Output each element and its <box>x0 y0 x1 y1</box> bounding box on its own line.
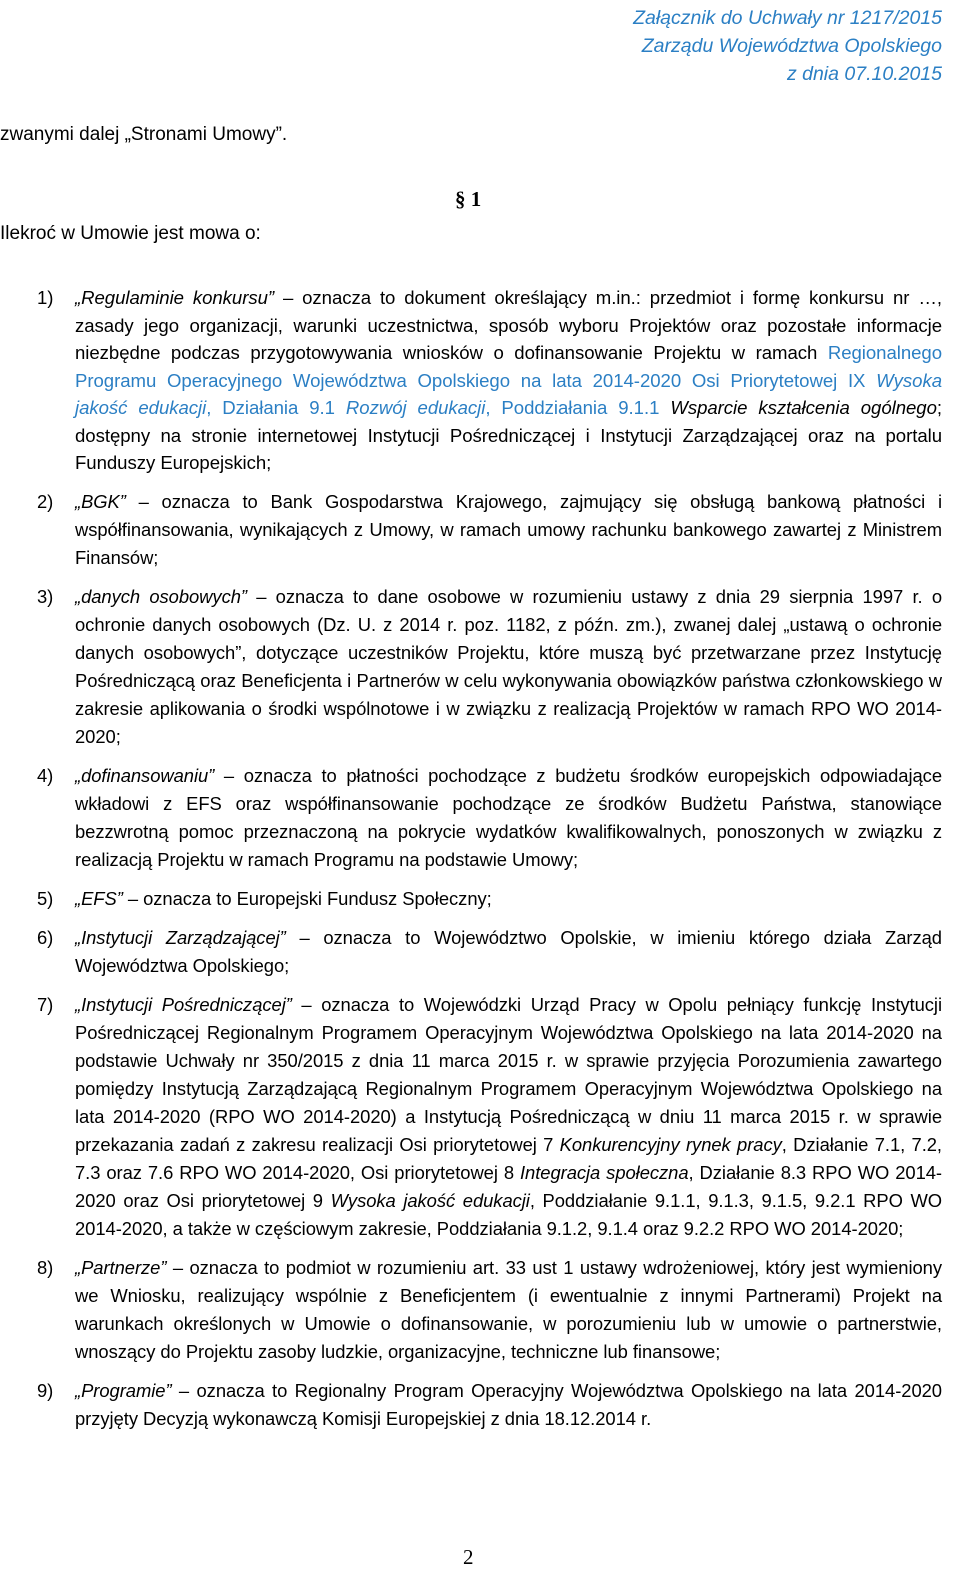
definition-term: Integracja społeczna <box>519 1161 689 1183</box>
definition-text: , Działanie 8.3 RPO WO 2014-2020 oraz Osi priorytetowej 9 <box>75 1161 942 1211</box>
definition-item <box>37 924 942 980</box>
definition-number: 8) <box>37 1256 54 1278</box>
definition-term: „Regulaminie konkursu” <box>75 287 275 308</box>
definition-term: „Partnerze” <box>75 1256 167 1278</box>
definition-text: – oznacza to podmiot w rozumieniu art. 33 ust 1 ustawy wdrożeniowej, który jest wymieniony we Wniosku, realizujący wspólnie z Beneficjentem (i ewentualnie z innymi Partnerami) Projekt na warunkach określonych w Umowie o dofinansowanie, w porozumieniu lub w umowie o partnerstwie, wnoszący do Projektu zasoby ludzkie, organizacyjne, techniczne lub finansowe; <box>75 1256 942 1362</box>
definition-term: „BGK” <box>75 490 126 512</box>
definition-text: – oznacza to dane osobowe w rozumieniu ustawy z dnia 29 sierpnia 1997 r. o ochronie danych osobowych (Dz. U. z 2014 r. poz. 1182, z późn. zm.), zwanej dalej „ustawą o ochronie danych osobowych”, dotyczące uczestników Projektu, które muszą być przetwarzane przez Instytucję Pośredniczącą oraz Beneficjenta i Partnerów w celu wykonywania obowiązków państwa członkowskiego w zakresie aplikowania o środki wspólnotowe i w związku z realizacją Projektów w ramach RPO WO 2014-2020; <box>75 585 942 747</box>
definition-number: 3) <box>37 585 54 607</box>
definitions-list <box>37 284 942 1444</box>
definition-text: – oznacza to Europejski Fundusz Społeczny; <box>122 887 492 909</box>
header-annex-line: Załącznik do Uchwały nr 1217/2015 <box>633 7 942 29</box>
definition-term: Konkurencyjny rynek pracy <box>559 1133 782 1155</box>
definition-term: „Instytucji Pośredniczącej” <box>75 993 292 1015</box>
definition-text: – oznacza to Województwo Opolskie, w imieniu którego działa Zarząd Województwa Opolskiego; <box>75 926 942 976</box>
document-header <box>633 4 942 88</box>
definition-item <box>37 885 942 913</box>
definition-text: , Poddziałania 9.1.1 <box>485 397 671 418</box>
definition-number: 9) <box>37 1379 54 1401</box>
definition-number: 7) <box>37 993 54 1015</box>
definition-text: – oznacza to Regionalny Program Operacyjny Województwa Opolskiego na lata 2014-2020 przyjęty Decyzją wykonawczą Komisji Europejskiej z dnia 18.12.2014 r. <box>75 1379 942 1429</box>
definition-item <box>37 1377 942 1433</box>
definition-term: „EFS” <box>75 887 123 909</box>
definition-item <box>37 991 942 1243</box>
definition-number: 1) <box>37 287 54 308</box>
section-sign: § 1 <box>455 187 482 211</box>
definition-term: „dofinansowaniu” <box>75 764 215 786</box>
definition-item <box>37 488 942 572</box>
definition-text: , Poddziałanie 9.1.1, 9.1.3, 9.1.5, 9.2.1 RPO WO 2014-2020, a także w częściowym zakresie, Poddziałania 9.1.2, 9.1.4 oraz 9.2.2 RPO WO 2014-2020; <box>75 1189 943 1239</box>
definition-term: Rozwój edukacji <box>345 397 486 418</box>
intro-text: Ilekroć w Umowie jest mowa o: <box>0 223 261 244</box>
definition-item <box>37 762 942 874</box>
definition-item <box>37 284 942 477</box>
definition-term: „danych osobowych” <box>75 585 247 607</box>
definition-text: , Działania 9.1 <box>206 397 346 418</box>
definition-text: Regionalnego Programu Operacyjnego Województwa Opolskiego na lata 2014-2020 Osi Priorytetowej IX <box>75 342 942 391</box>
definition-text: ; dostępny na stronie internetowej Instytucji Pośredniczącej i Instytucji Zarządzającej oraz na portalu Funduszy Europejskich; <box>75 397 942 473</box>
definition-text: – oznacza to dokument określający m.in.: przedmiot i formę konkursu nr …, zasady jego organizacji, warunki uczestnictwa, sposób wyboru Projektów oraz pozostałe informacje niezbędne podczas przygotowywania wniosków o dofinansowanie Projektu w ramach <box>75 287 942 363</box>
definition-number: 6) <box>37 926 54 948</box>
definition-term: „Programie” <box>75 1379 172 1401</box>
definition-text: – oznacza to Bank Gospodarstwa Krajowego, zajmujący się obsługą bankową płatności i współfinansowania, wynikających z Umowy, w ramach umowy rachunku bankowego zawartej z Ministrem Finansów; <box>75 490 942 568</box>
definition-text: – oznacza to płatności pochodzące z budżetu środków europejskich odpowiadające wkładowi z EFS oraz współfinansowanie pochodzące ze środków Budżetu Państwa, stanowiące bezzwrotną pomoc przeznaczoną na pokrycie wydatków kwalifikowalnych, ponoszonych w związku z realizacją Projektu w ramach Programu na podstawie Umowy; <box>75 764 942 870</box>
definition-number: 5) <box>37 887 54 909</box>
definition-item <box>37 1254 942 1366</box>
definition-number: 4) <box>37 764 54 786</box>
definition-term: „Instytucji Zarządzającej” <box>75 926 286 948</box>
lead-text: zwanymi dalej „Stronami Umowy”. <box>0 124 288 145</box>
header-board-line: Zarządu Województwa Opolskiego <box>641 35 942 57</box>
definition-text: – oznacza to Wojewódzki Urząd Pracy w Opolu pełniący funkcję Instytucji Pośredniczącej Regionalnym Programem Operacyjnym Województwa Opolskiego na lata 2014-2020 na podstawie Uchwały nr 350/2015 z dnia 11 marca 2015 r. w sprawie przyjęcia Porozumienia zawartego pomiędzy Instytucją Zarządzającą Regionalnym Programem Operacyjnym Województwa Opolskiego na lata 2014-2020 (RPO WO 2014-2020) a Instytucją Pośredniczącą w dniu 11 marca 2015 r. w sprawie przekazania zadań z zakresu realizacji Osi priorytetowej 7 <box>75 993 942 1155</box>
definition-term: Wsparcie kształcenia ogólnego <box>670 397 937 418</box>
definition-text: , Działanie 7.1, 7.2, 7.3 oraz 7.6 RPO WO 2014-2020, Osi priorytetowej 8 <box>75 1133 942 1183</box>
page-number: 2 <box>463 1545 474 1569</box>
definition-term: Wysoka jakość edukacji <box>330 1189 530 1211</box>
header-date-line: z dnia 07.10.2015 <box>786 63 942 85</box>
definition-number: 2) <box>37 490 54 512</box>
definition-item <box>37 583 942 751</box>
definition-term: Wysoka jakość edukacji <box>75 369 942 418</box>
